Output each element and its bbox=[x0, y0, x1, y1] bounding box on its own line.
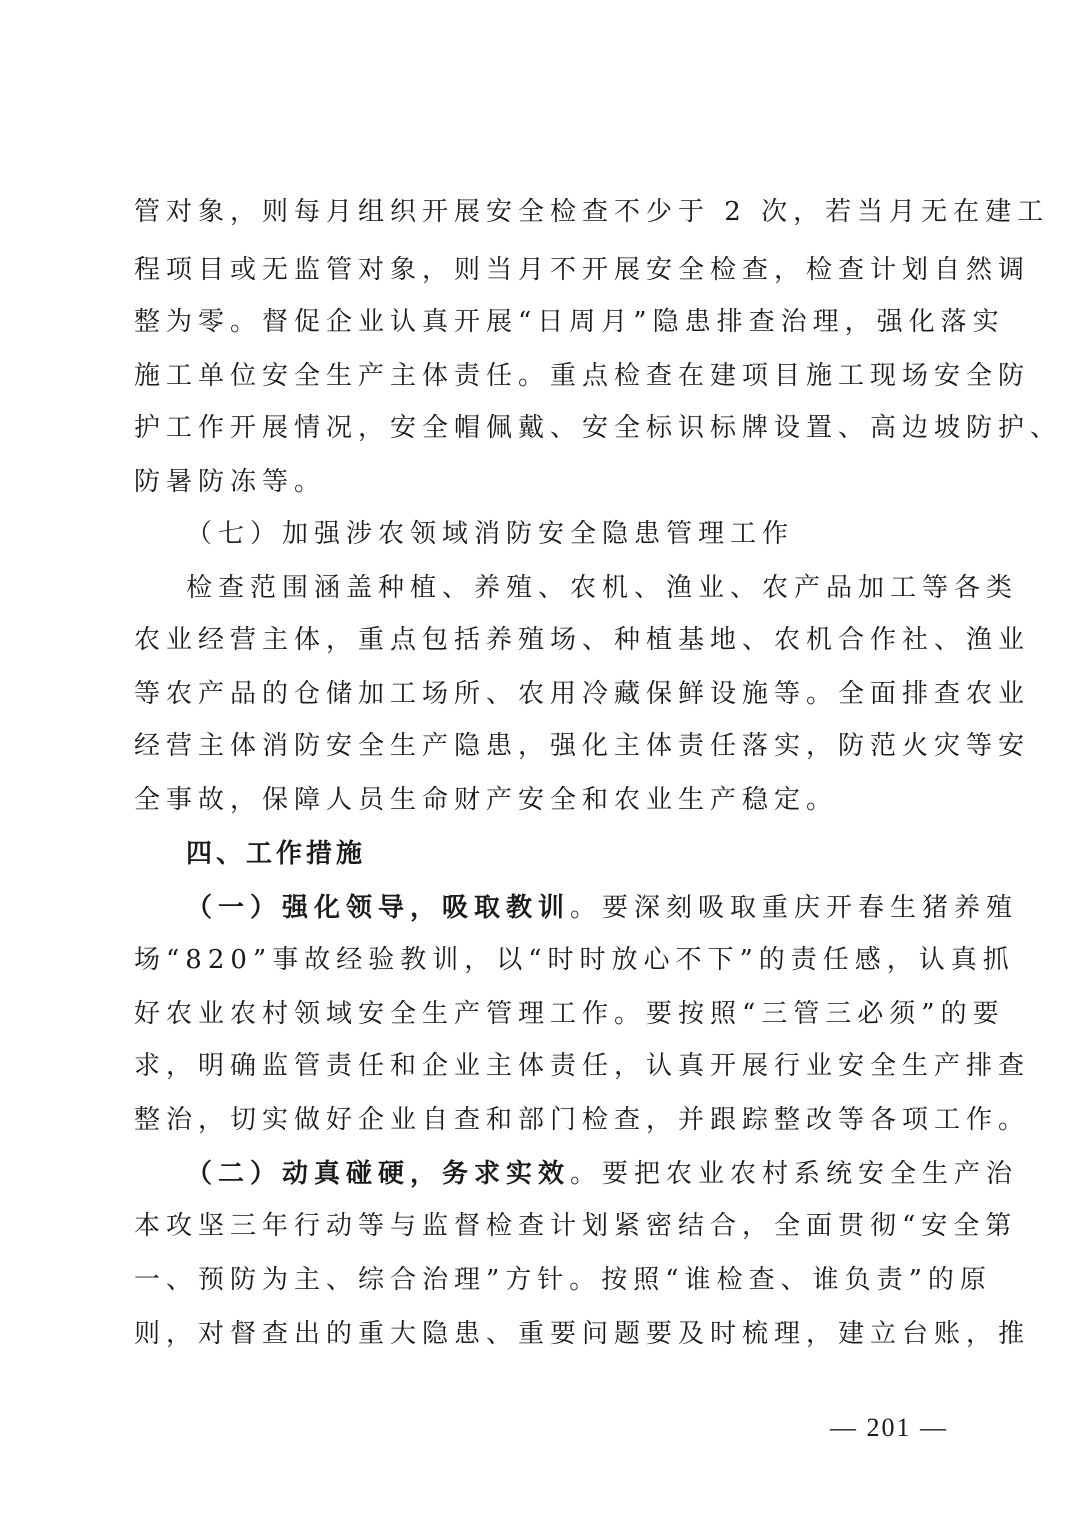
page-number: — 201 — bbox=[830, 1413, 948, 1442]
paragraph-line: 则，对督查出的重大隐患、重要问题要及时梳理，建立台账，推 bbox=[134, 1319, 1031, 1349]
paragraph-line: 检查范围涵盖种植、养殖、农机、渔业、农产品加工等各类 bbox=[186, 573, 1019, 603]
paragraph-line: 整为零。督促企业认真开展“日周月”隐患排查治理，强化落实 bbox=[134, 307, 1005, 337]
item-first-line-rest: 。要深刻吸取重庆开春生猪养殖 bbox=[570, 893, 1019, 923]
paragraph-line: 经营主体消防安全生产隐患，强化主体责任落实，防范火灾等安 bbox=[134, 731, 1031, 761]
paragraph-line: 全事故，保障人员生命财产安全和农业生产稳定。 bbox=[134, 785, 839, 815]
section-heading-7: （七）加强涉农领域消防安全隐患管理工作 bbox=[186, 519, 795, 549]
paragraph-line: 等农产品的仓储加工场所、农用冷藏保鲜设施等。全面排查农业 bbox=[134, 679, 1031, 709]
item-first-line bbox=[186, 1154, 1019, 1194]
paragraph-line: 好农业农村领域安全生产管理工作。要按照“三管三必须”的要 bbox=[134, 999, 1005, 1029]
paragraph-line: 程项目或无监管对象，则当月不开展安全检查，检查计划自然调 bbox=[134, 255, 1031, 285]
paragraph-line: 求，明确监管责任和企业主体责任，认真开展行业安全生产排查 bbox=[134, 1051, 1031, 1081]
paragraph-line: 施工单位安全生产主体责任。重点检查在建项目施工现场安全防 bbox=[134, 361, 1031, 391]
paragraph-line: 整治，切实做好企业自查和部门检查，并跟踪整改等各项工作。 bbox=[134, 1105, 1031, 1135]
paragraph-line: 本攻坚三年行动等与监督检查计划紧密结合，全面贯彻“安全第 bbox=[134, 1211, 1018, 1241]
item-first-line bbox=[186, 888, 1019, 928]
paragraph-line: 场“820”事故经验教训，以“时时放心不下”的责任感，认真抓 bbox=[134, 945, 1015, 975]
paragraph-line: 护工作开展情况，安全帽佩戴、安全标识标牌设置、高边坡防护、 bbox=[134, 413, 1063, 443]
paragraph-line: 一、预防为主、综合治理”方针。按照“谁检查、谁负责”的原 bbox=[134, 1265, 992, 1295]
item-first-line-rest: 。要把农业农村系统安全生产治 bbox=[570, 1159, 1019, 1189]
paragraph-line: 管对象，则每月组织开展安全检查不少于 2 次，若当月无在建工 bbox=[134, 197, 1050, 227]
paragraph-line: 农业经营主体，重点包括养殖场、种植基地、农机合作社、渔业 bbox=[134, 625, 1031, 655]
paragraph-line: 防暑防冻等。 bbox=[134, 467, 327, 497]
item-title: （一）强化领导，吸取教训 bbox=[186, 893, 571, 923]
item-title: （二）动真碰硬，务求实效 bbox=[186, 1159, 571, 1189]
part-heading-4: 四、工作措施 bbox=[186, 839, 367, 869]
